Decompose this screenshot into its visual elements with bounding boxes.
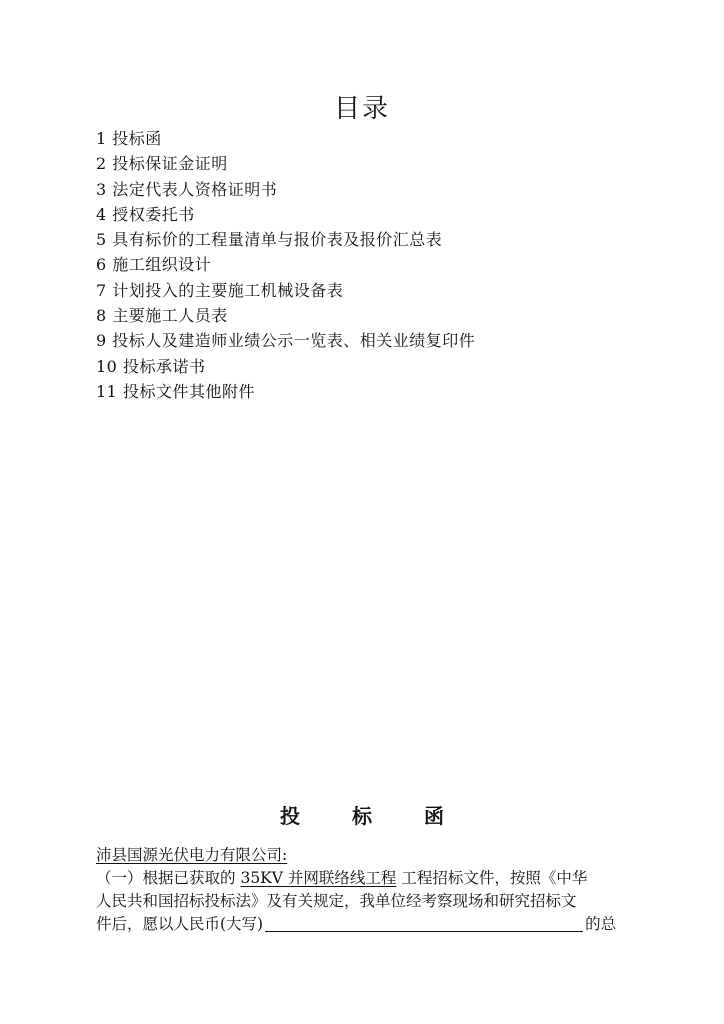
toc-item: 9 投标人及建造师业绩公示一览表、相关业绩复印件 <box>96 331 476 351</box>
toc-item: 4 授权委托书 <box>96 204 195 224</box>
amount-blank <box>265 915 583 932</box>
letter-body <box>96 844 636 936</box>
toc-item: 5 具有标价的工程量清单与报价表及报价汇总表 <box>96 230 443 250</box>
paragraph-prefix: （一）根据已获取的 <box>96 869 236 887</box>
toc-item: 3 法定代表人资格证明书 <box>96 179 278 199</box>
letter-heading-char: 投 <box>280 804 300 828</box>
toc-item: 8 主要施工人员表 <box>96 306 228 326</box>
letter-line <box>96 913 636 936</box>
toc-item: 2 投标保证金证明 <box>96 154 228 174</box>
letter-heading-char: 标 <box>352 804 372 828</box>
recipient-name: 沛县国源光伏电力有限公司: <box>96 846 288 864</box>
project-name: 35KV 并网联络线工程 <box>240 869 397 887</box>
paragraph-text: 工程招标文件，按照《中华 <box>396 869 588 887</box>
toc-title: 目录 <box>333 94 390 124</box>
letter-line <box>96 867 636 890</box>
letter-line <box>96 844 636 867</box>
toc-item: 6 施工组织设计 <box>96 255 212 275</box>
letter-heading-char: 函 <box>424 804 444 828</box>
paragraph-text: 件后，愿以人民币(大写) <box>96 915 264 933</box>
toc-list <box>96 126 475 404</box>
letter-line <box>96 890 636 913</box>
paragraph-text: 人民共和国招标投标法》及有关规定，我单位经考察现场和研究招标文 <box>96 892 577 910</box>
toc-item: 10 投标承诺书 <box>96 356 206 376</box>
paragraph-text: 的总 <box>585 915 617 933</box>
toc-item: 7 计划投入的主要施工机械设备表 <box>96 280 344 300</box>
toc-item: 1 投标函 <box>96 129 162 148</box>
toc-item: 11 投标文件其他附件 <box>96 381 255 401</box>
letter-heading <box>0 800 724 829</box>
